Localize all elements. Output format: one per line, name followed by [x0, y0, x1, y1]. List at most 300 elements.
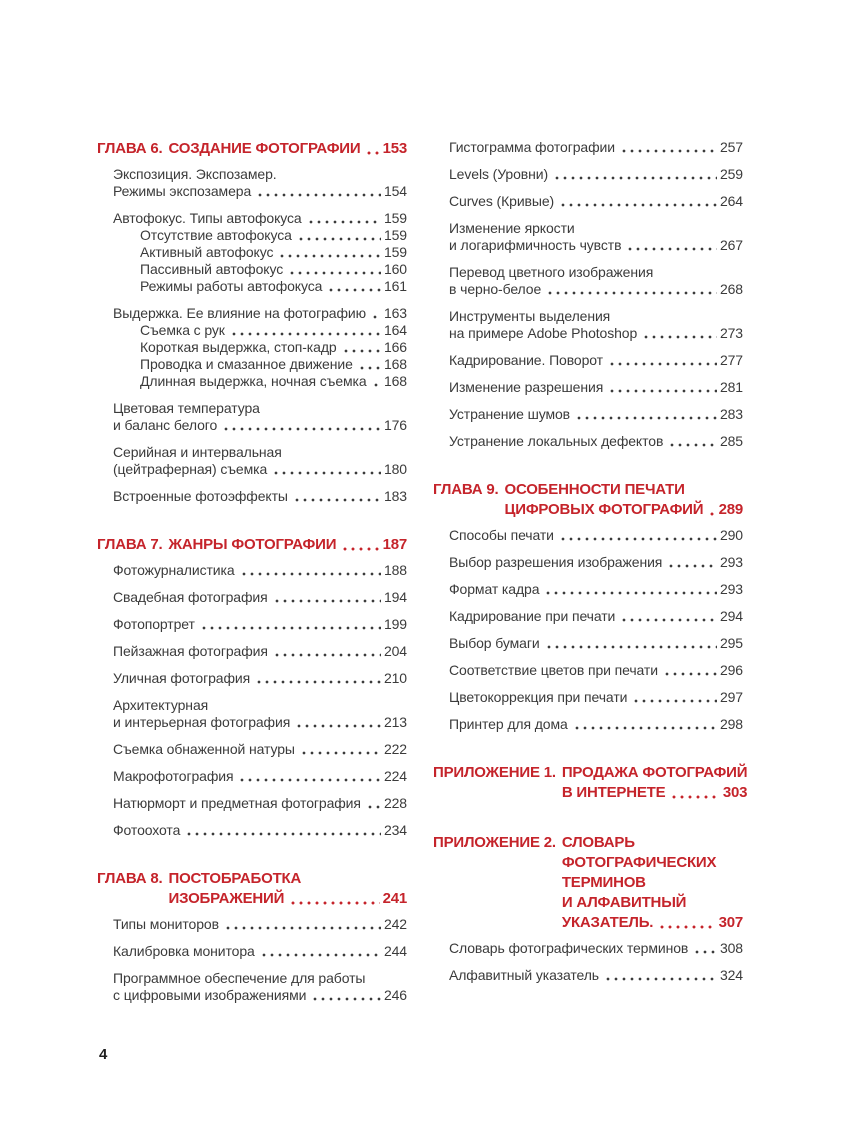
toc-line — [113, 210, 407, 227]
toc-line — [113, 987, 407, 1004]
entry-title: Кадрирование при печати — [449, 608, 616, 624]
toc-entry-group — [449, 139, 743, 156]
dot-leader — [224, 926, 381, 930]
page-ref: 295 — [719, 635, 743, 651]
toc-entry-group — [449, 716, 743, 733]
page-ref: 204 — [383, 643, 407, 659]
toc-line — [113, 589, 407, 606]
toc-entry-group — [113, 670, 407, 687]
toc-entry — [449, 554, 743, 571]
page-ref: 154 — [383, 183, 407, 199]
dot-leader — [273, 653, 381, 657]
toc-entry — [449, 608, 743, 625]
chapter-title — [562, 833, 743, 933]
toc-section — [433, 139, 743, 450]
entry-title: В ИНТЕРНЕТЕ — [561, 784, 666, 801]
toc-entry-group — [449, 608, 743, 625]
page-ref: 159 — [383, 210, 407, 226]
entry-title: Устранение локальных дефектов — [449, 433, 664, 449]
entry-title: Свадебная фотография — [113, 589, 268, 605]
page-ref: 246 — [383, 987, 407, 1003]
entry-title: Словарь фотографических терминов — [449, 940, 689, 956]
entry-title: Макрофотография — [113, 768, 234, 784]
page-ref: 188 — [383, 562, 407, 578]
page-ref: 187 — [382, 536, 407, 553]
toc-entry — [449, 264, 743, 298]
dot-leader — [297, 237, 381, 241]
page-ref: 234 — [383, 822, 407, 838]
dot-leader — [366, 805, 381, 809]
entry-title: Калибровка монитора — [113, 943, 255, 959]
chapter-heading — [97, 869, 407, 909]
dot-leader — [663, 672, 717, 676]
toc-entry-group — [449, 662, 743, 679]
toc-line — [140, 373, 407, 390]
toc-entry-group — [113, 488, 407, 505]
entry-title: ФОТОГРАФИЧЕСКИХ — [561, 854, 717, 871]
toc-line — [113, 768, 407, 785]
toc-line — [168, 535, 407, 555]
entry-title: Съемка с рук — [140, 322, 225, 338]
entry-title: Архитектурная — [113, 697, 209, 713]
dot-leader — [278, 254, 381, 258]
page-ref: 296 — [719, 662, 743, 678]
entry-title: Типы мониторов — [113, 916, 219, 932]
dot-leader — [230, 332, 381, 336]
toc-entry-group — [449, 379, 743, 396]
toc-line — [113, 741, 407, 758]
dot-leader — [620, 149, 717, 153]
dot-leader — [342, 349, 381, 353]
toc-line — [562, 913, 743, 933]
page-ref: 224 — [383, 768, 407, 784]
toc-line — [504, 500, 743, 520]
toc-entry-group — [113, 589, 407, 606]
entry-title: в черно-белое — [449, 281, 542, 297]
toc-line — [449, 139, 743, 156]
page-ref: 290 — [719, 527, 743, 543]
dot-leader — [240, 572, 381, 576]
entry-title: Активный автофокус — [140, 244, 274, 260]
page-ref: 241 — [382, 890, 407, 907]
dot-leader — [573, 726, 717, 730]
toc-line — [113, 670, 407, 687]
page-ref: 298 — [719, 716, 743, 732]
toc-entry-group — [113, 822, 407, 839]
toc-entry — [449, 406, 743, 423]
entry-title: Уличная фотография — [113, 670, 251, 686]
dot-leader — [670, 795, 719, 799]
toc-entry — [449, 166, 743, 183]
chapter-label: ГЛАВА 9. — [433, 481, 499, 498]
dot-leader — [222, 427, 381, 431]
dot-leader — [238, 778, 380, 782]
page-ref: 199 — [383, 616, 407, 632]
page-ref: 228 — [383, 795, 407, 811]
dot-leader — [693, 950, 717, 954]
toc-entry-group — [113, 970, 407, 1004]
toc-line — [449, 662, 743, 679]
toc-section — [433, 480, 743, 733]
entry-title: Способы печати — [449, 527, 554, 543]
page-ref: 293 — [719, 554, 743, 570]
toc-line — [140, 244, 407, 261]
toc-line — [113, 417, 407, 434]
toc-line — [168, 139, 407, 159]
dot-leader — [307, 220, 381, 224]
toc-entry-group — [449, 527, 743, 544]
toc-line — [449, 554, 743, 571]
chapter-heading — [433, 480, 743, 520]
toc-entry-group — [113, 305, 407, 390]
toc-entry — [113, 795, 407, 812]
chapter-label: ГЛАВА 6. — [97, 140, 163, 157]
toc-entry — [449, 433, 743, 450]
page-ref: 289 — [718, 501, 743, 518]
entry-title: Съемка обнаженной натуры — [113, 741, 295, 757]
entry-title: Отсутствие автофокуса — [140, 227, 292, 243]
toc-line — [449, 716, 743, 733]
entry-title: Цветокоррекция при печати — [449, 689, 628, 705]
entry-title: Гистограмма фотографии — [449, 139, 615, 155]
entry-title: СЛОВАРЬ — [561, 834, 635, 851]
toc-entry — [113, 444, 407, 478]
toc-line — [113, 183, 407, 200]
dot-leader — [327, 288, 381, 292]
chapter-label: ГЛАВА 8. — [97, 870, 163, 887]
toc-entry-group — [449, 193, 743, 210]
chapter-label: ПРИЛОЖЕНИЕ 1. — [433, 764, 556, 781]
toc-section — [97, 535, 407, 839]
toc-entry-group — [113, 643, 407, 660]
page-ref: 281 — [719, 379, 743, 395]
page-ref: 160 — [383, 261, 407, 277]
toc-entry-group — [449, 264, 743, 298]
toc-line — [113, 616, 407, 633]
entry-title: Натюрморт и предметная фотография — [113, 795, 361, 811]
toc-line — [140, 339, 407, 356]
toc-entry-group — [113, 210, 407, 295]
entry-title: Кадрирование. Поворот — [449, 352, 603, 368]
entry-title: СОЗДАНИЕ ФОТОГРАФИИ — [168, 140, 361, 157]
entry-title: ОСОБЕННОСТИ ПЕЧАТИ — [504, 481, 685, 498]
dot-leader — [658, 925, 715, 929]
entry-title: Перевод цветного изображения — [449, 264, 654, 280]
toc-entry — [113, 768, 407, 785]
toc-entry-group — [113, 166, 407, 200]
page-ref: 257 — [719, 139, 743, 155]
entry-title: Программное обеспечение для работы — [113, 970, 366, 986]
toc-entry-group — [449, 635, 743, 652]
entry-title: ИЗОБРАЖЕНИЙ — [168, 890, 285, 907]
toc-entry — [449, 689, 743, 706]
entry-title: Проводка и смазанное движение — [140, 356, 353, 372]
entry-title: Устранение шумов — [449, 406, 571, 422]
chapter-title — [168, 535, 407, 555]
dot-leader — [341, 547, 379, 551]
toc-line — [449, 406, 743, 423]
toc-section — [97, 139, 407, 505]
page-ref: 308 — [719, 940, 743, 956]
chapter-title — [504, 480, 743, 520]
entry-title: ЖАНРЫ ФОТОГРАФИИ — [168, 536, 337, 553]
page-ref: 268 — [719, 281, 743, 297]
toc-entry — [113, 305, 407, 322]
toc-entry — [449, 967, 743, 984]
toc-entry-group — [449, 166, 743, 183]
toc-entry — [449, 662, 743, 679]
page-ref: 166 — [383, 339, 407, 355]
page-ref: 285 — [719, 433, 743, 449]
toc-line — [140, 322, 407, 339]
toc-line — [449, 193, 743, 210]
dot-leader — [626, 247, 717, 251]
entry-title: с цифровыми изображениями — [113, 987, 307, 1003]
dot-leader — [293, 498, 381, 502]
toc-entry-group — [113, 562, 407, 579]
toc-line — [562, 783, 747, 803]
toc-line — [140, 227, 407, 244]
dot-leader — [604, 977, 717, 981]
toc-subentry — [140, 322, 407, 339]
dot-leader — [559, 537, 717, 541]
toc-line — [113, 916, 407, 933]
toc-entry — [449, 139, 743, 156]
dot-leader — [544, 591, 717, 595]
dot-leader — [553, 176, 717, 180]
entry-title: и баланс белого — [113, 417, 218, 433]
toc-entry — [113, 400, 407, 434]
toc-entry-group — [113, 697, 407, 731]
toc-entry-group — [449, 689, 743, 706]
chapter-label: ПРИЛОЖЕНИЕ 2. — [433, 834, 556, 851]
entry-title: ЦИФРОВЫХ ФОТОГРАФИЙ — [504, 501, 704, 518]
dot-leader — [668, 443, 717, 447]
entry-title: Режимы работы автофокуса — [140, 278, 323, 294]
entry-title: Curves (Кривые) — [449, 193, 555, 209]
toc-line — [113, 461, 407, 478]
toc-entry — [449, 527, 743, 544]
toc-entry-group — [113, 768, 407, 785]
entry-title: Изменение разрешения — [449, 379, 604, 395]
page-ref: 164 — [383, 322, 407, 338]
entry-title: Серийная и интервальная — [113, 444, 282, 460]
toc-entry-group — [113, 616, 407, 633]
toc-column-right — [433, 139, 748, 1014]
chapter-heading — [433, 833, 743, 933]
toc-entry — [113, 488, 407, 505]
toc-entry — [113, 697, 407, 731]
toc-subentry — [140, 244, 407, 261]
entry-title: и интерьерная фотография — [113, 714, 291, 730]
entry-title: Принтер для дома — [449, 716, 568, 732]
toc-entry — [113, 616, 407, 633]
toc-line — [449, 433, 743, 450]
dot-leader — [256, 193, 381, 197]
toc-subentry — [140, 356, 407, 373]
entry-title: Экспозиция. Экспозамер. — [113, 166, 277, 182]
page-ref: 180 — [383, 461, 407, 477]
entry-title: И АЛФАВИТНЫЙ — [561, 894, 687, 911]
toc-entry — [449, 635, 743, 652]
toc-line — [113, 488, 407, 505]
toc-section — [97, 869, 407, 1004]
toc-line — [449, 325, 743, 342]
dot-leader — [708, 512, 715, 516]
chapter-label: ГЛАВА 7. — [97, 536, 163, 553]
entry-title: Выдержка. Ее влияние на фотографию — [113, 305, 366, 321]
page-ref: 303 — [722, 784, 748, 801]
toc-entry-group — [113, 795, 407, 812]
toc-entry — [449, 379, 743, 396]
page-ref: 273 — [719, 325, 743, 341]
dot-leader — [273, 599, 381, 603]
dot-leader — [200, 626, 381, 630]
toc-line — [113, 305, 407, 322]
entry-title: ПРОДАЖА ФОТОГРАФИЙ — [561, 764, 748, 781]
dot-leader — [608, 362, 717, 366]
toc-entry — [449, 716, 743, 733]
page-ref: 183 — [383, 488, 407, 504]
entry-title: Длинная выдержка, ночная съемка — [140, 373, 367, 389]
toc-entry — [113, 916, 407, 933]
toc-entry — [113, 741, 407, 758]
toc-line — [140, 356, 407, 373]
toc-entry — [449, 581, 743, 598]
page-ref: 153 — [382, 140, 407, 157]
toc-line — [449, 237, 743, 254]
entry-title: Фотоохота — [113, 822, 181, 838]
page-ref: 161 — [383, 278, 407, 294]
toc-entry-group — [449, 581, 743, 598]
dot-leader — [371, 315, 381, 319]
toc-entry-group — [113, 400, 407, 434]
toc-subentry — [140, 373, 407, 390]
entry-title: Фотожурналистика — [113, 562, 235, 578]
dot-leader — [632, 699, 717, 703]
toc-entry-group — [113, 943, 407, 960]
dot-leader — [288, 271, 381, 275]
page-ref: 294 — [719, 608, 743, 624]
chapter-heading — [97, 535, 407, 555]
toc-entry — [113, 210, 407, 227]
page-ref: 293 — [719, 581, 743, 597]
page-ref: 244 — [383, 943, 407, 959]
page-ref: 168 — [383, 373, 407, 389]
toc-line — [140, 261, 407, 278]
toc-line — [449, 967, 743, 984]
toc-entry — [113, 970, 407, 1004]
dot-leader — [575, 416, 717, 420]
page-ref: 194 — [383, 589, 407, 605]
dot-leader — [608, 389, 717, 393]
page-ref: 163 — [383, 305, 407, 321]
dot-leader — [272, 471, 381, 475]
page-ref: 297 — [719, 689, 743, 705]
toc-line — [113, 943, 407, 960]
toc-line — [140, 278, 407, 295]
toc-entry-group — [449, 940, 743, 957]
toc-entry-group — [449, 308, 743, 342]
toc-entry-group — [113, 741, 407, 758]
page-ref: 242 — [383, 916, 407, 932]
dot-leader — [365, 151, 379, 155]
chapter-title — [168, 869, 407, 909]
chapter-heading — [433, 763, 748, 803]
toc-entry — [449, 940, 743, 957]
toc-entry — [113, 562, 407, 579]
page-ref: 222 — [383, 741, 407, 757]
page-ref: 159 — [383, 227, 407, 243]
toc-entry-group — [449, 967, 743, 984]
dot-leader — [545, 645, 717, 649]
dot-leader — [260, 953, 381, 957]
entry-title: Пассивный автофокус — [140, 261, 284, 277]
toc-entry — [113, 166, 407, 200]
page-ref: 267 — [719, 237, 743, 253]
page-ref: 259 — [719, 166, 743, 182]
toc-section — [433, 833, 743, 984]
entry-title: УКАЗАТЕЛЬ. — [561, 914, 654, 931]
toc-section — [433, 763, 748, 803]
chapter-title — [168, 139, 407, 159]
entry-title: Автофокус. Типы автофокуса — [113, 210, 302, 226]
page-ref: 283 — [719, 406, 743, 422]
page-ref: 264 — [719, 193, 743, 209]
dot-leader — [559, 203, 717, 207]
dot-leader — [185, 832, 381, 836]
toc-line — [449, 281, 743, 298]
entry-title: Фотопортрет — [113, 616, 195, 632]
dot-leader — [311, 997, 381, 1001]
toc-line — [449, 635, 743, 652]
dot-leader — [300, 751, 381, 755]
toc-entry-group — [113, 916, 407, 933]
dot-leader — [358, 366, 381, 370]
dot-leader — [295, 724, 381, 728]
toc-entry — [113, 943, 407, 960]
toc-entry-group — [449, 220, 743, 254]
table-of-contents — [97, 139, 748, 1014]
toc-line — [449, 527, 743, 544]
page-ref: 168 — [383, 356, 407, 372]
toc-line — [168, 889, 407, 909]
entry-title: Короткая выдержка, стоп-кадр — [140, 339, 337, 355]
entry-title: Встроенные фотоэффекты — [113, 488, 288, 504]
toc-line — [449, 689, 743, 706]
chapter-title — [562, 763, 747, 803]
page-ref: 324 — [719, 967, 743, 983]
toc-subentry — [140, 339, 407, 356]
toc-subentry — [140, 227, 407, 244]
entry-title: (цейтраферная) съемка — [113, 461, 268, 477]
toc-entry-group — [449, 352, 743, 369]
dot-leader — [620, 618, 717, 622]
entry-title: Соответствие цветов при печати — [449, 662, 658, 678]
dot-leader — [546, 291, 717, 295]
toc-line — [113, 562, 407, 579]
toc-entry — [113, 589, 407, 606]
toc-line — [449, 581, 743, 598]
toc-line — [449, 940, 743, 957]
chapter-heading — [97, 139, 407, 159]
toc-entry — [449, 352, 743, 369]
toc-line — [113, 822, 407, 839]
entry-title: Пейзажная фотография — [113, 643, 268, 659]
toc-entry-group — [113, 444, 407, 478]
page-ref: 307 — [718, 914, 743, 931]
entry-title: Формат кадра — [449, 581, 540, 597]
